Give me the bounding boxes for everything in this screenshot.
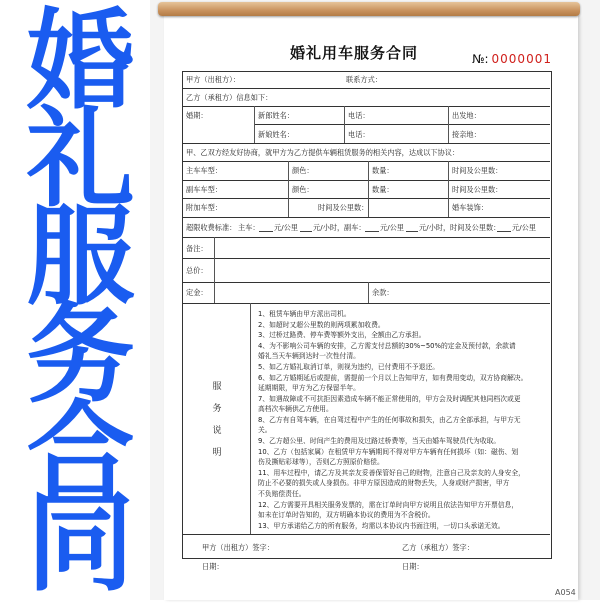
row-divider	[182, 88, 550, 89]
term-line: 11、用车过程中，请乙方及其亲友妥善保管好自己的财物，注意自己及亲友的人身安全，	[258, 469, 525, 477]
bride-label: 新娘姓名：	[258, 130, 294, 139]
banner-title	[0, 0, 150, 606]
blank-line	[406, 231, 418, 232]
contact-label: 联系方式：	[346, 75, 382, 84]
phone-label: 电话：	[348, 130, 370, 139]
row-divider	[182, 198, 550, 199]
term-line: 关。	[258, 426, 272, 434]
col-divider	[344, 106, 345, 143]
banner-char: 婚	[26, 0, 135, 124]
term-line: 3、过桥过路费、停车费等额外支出，全额由乙方承担。	[258, 331, 426, 339]
service-label-char: 服	[212, 382, 222, 392]
phone-label: 电话：	[348, 111, 370, 120]
sign-b-label: 乙方（承租方）签字：	[402, 543, 474, 552]
blank-line	[497, 231, 511, 232]
service-label-char: 说	[212, 426, 222, 436]
row-divider	[254, 124, 550, 125]
col-divider	[214, 237, 215, 303]
departure-label: 出发地：	[452, 111, 481, 120]
term-line: 防止不必要的损失或人身损伤。非甲方原因造成的财物丢失，人身或财产损害，甲方	[258, 479, 510, 487]
row-divider	[182, 303, 550, 304]
main-car-label: 主车车型：	[186, 166, 222, 175]
time-km-label: 时间及公里数：	[318, 203, 369, 212]
col-divider	[250, 303, 251, 534]
term-line: 不负赔偿责任。	[258, 490, 306, 498]
time-km-label: 时间及公里数：	[452, 185, 503, 194]
banner-char: 礼	[26, 97, 135, 222]
blank-line	[259, 231, 273, 232]
date-a-label: 日期：	[202, 562, 224, 571]
rear-car-label: 副车车型：	[186, 185, 222, 194]
banner-char: 务	[26, 293, 135, 418]
term-line: 4、为不影响公司车辆的安排，乙方需支付总额的30%~50%的定金及预付款，余款请	[258, 342, 516, 350]
term-line: 婚礼当天车辆到达时一次性付清。	[258, 352, 360, 360]
quantity-label: 数量：	[372, 185, 394, 194]
groom-label: 新郎姓名：	[258, 111, 294, 120]
blank-line	[365, 231, 379, 232]
row-divider	[182, 217, 550, 218]
row-divider	[182, 180, 550, 181]
pickup-label: 接亲地：	[452, 130, 481, 139]
banner-char: 同	[26, 481, 135, 606]
term-line: 9、乙方超公里、时间产生的费用及过路过桥费等，当天由婚车驾驶员代为收取。	[258, 437, 501, 445]
per-km-label: 元/公里	[512, 223, 536, 232]
quantity-label: 数量：	[372, 166, 394, 175]
decoration-label: 婚车装饰：	[452, 203, 488, 212]
banner-char: 服	[26, 195, 135, 320]
banner-char: 合	[26, 391, 135, 516]
row-divider	[182, 237, 550, 238]
term-line: 延期期限，甲方为乙方保留半年。	[258, 384, 360, 392]
wedding-date-label: 婚期：	[186, 111, 208, 120]
service-label-char: 明	[212, 448, 222, 458]
party-b-info-label: 乙方（承租方）信息如下：	[186, 93, 273, 102]
color-label: 颜色：	[292, 166, 314, 175]
service-label-char: 务	[212, 404, 222, 414]
number-label: №:	[472, 52, 489, 66]
term-line: 2、如超时又超公里数的则两项累加收费。	[258, 321, 385, 329]
col-divider	[288, 161, 289, 217]
col-divider	[368, 282, 369, 303]
overtime-main-label: 主车：	[238, 223, 260, 232]
row-divider	[182, 106, 550, 107]
number-value: 0000001	[491, 52, 552, 66]
term-line: 伤及撕贴彩球等），否则乙方照原价赔偿。	[258, 458, 384, 466]
per-km-label: 元/公里	[380, 223, 404, 232]
product-code: A054	[555, 588, 576, 597]
per-hour-label: 元/小时，	[313, 223, 345, 232]
row-divider	[182, 161, 550, 162]
overtime-label: 超限收费标准：	[186, 223, 237, 232]
term-line: 10、乙方（包括家属）在租赁甲方车辆期间不得对甲方车辆有任何损坏（如：磁伤、划	[258, 448, 519, 456]
row-divider	[182, 534, 550, 535]
party-a-label: 甲方（出租方）：	[186, 75, 240, 84]
term-line: 13、甲方承诺给乙方的所有服务，均需以本协议内书面注明，一切口头承诺无效。	[258, 522, 505, 530]
extra-car-label: 附加车型：	[186, 203, 222, 212]
balance-label: 余款：	[372, 288, 394, 297]
blank-line	[300, 231, 312, 232]
term-line: 如未在订单时告知的，双方明确本协议的费用为不含税价。	[258, 511, 435, 519]
row-divider	[182, 282, 550, 283]
time-km-label: 时间及公里数：	[450, 223, 501, 232]
per-km-label: 元/公里	[274, 223, 298, 232]
col-divider	[448, 106, 449, 143]
col-divider	[448, 161, 449, 217]
time-km-label: 时间及公里数：	[452, 166, 503, 175]
per-hour-label: 元/小时，	[419, 223, 451, 232]
row-divider	[182, 258, 550, 259]
row-divider	[182, 143, 550, 144]
sign-a-label: 甲方（出租方）签字：	[202, 543, 274, 552]
col-divider	[254, 106, 255, 143]
term-line: 8、乙方有自驾车辆，在自驾过程中产生的任何事故和损失，由乙方全部承担，与甲方无	[258, 416, 521, 424]
color-label: 颜色：	[292, 185, 314, 194]
deposit-label: 定金：	[186, 288, 208, 297]
term-line: 1、租赁车辆由甲方派出司机。	[258, 310, 351, 318]
term-line: 5、如乙方婚礼取消订单，则视为违约，已付费用不予退还。	[258, 363, 440, 371]
agreement-text: 甲、乙双方经友好协商，就甲方为乙方提供车辆租赁服务的相关内容，达成以下协议：	[186, 148, 460, 157]
document-title: 婚礼用车服务合同	[290, 44, 419, 62]
pad-binding	[158, 2, 580, 16]
term-line: 12、乙方需要开具相关服务发票的，需在订单时向甲方说明且依法告知甲方开票信息，	[258, 501, 519, 509]
date-b-label: 日期：	[402, 562, 424, 571]
term-line: 6、如乙方婚期延后或提前，需提前一个月以上告知甲方，如有费用变动，双方协商解决。	[258, 374, 528, 382]
term-line: 7、如遇故障或不可抗拒因素造成车辆不能正常使用的，甲方会及时调配其他同档次或更	[258, 395, 521, 403]
remarks-label: 备注：	[186, 244, 208, 253]
term-line: 高档次车辆供乙方使用。	[258, 405, 333, 413]
total-label: 总价：	[186, 266, 208, 275]
document-number	[472, 52, 552, 66]
overtime-rear-label: 副车：	[344, 223, 366, 232]
